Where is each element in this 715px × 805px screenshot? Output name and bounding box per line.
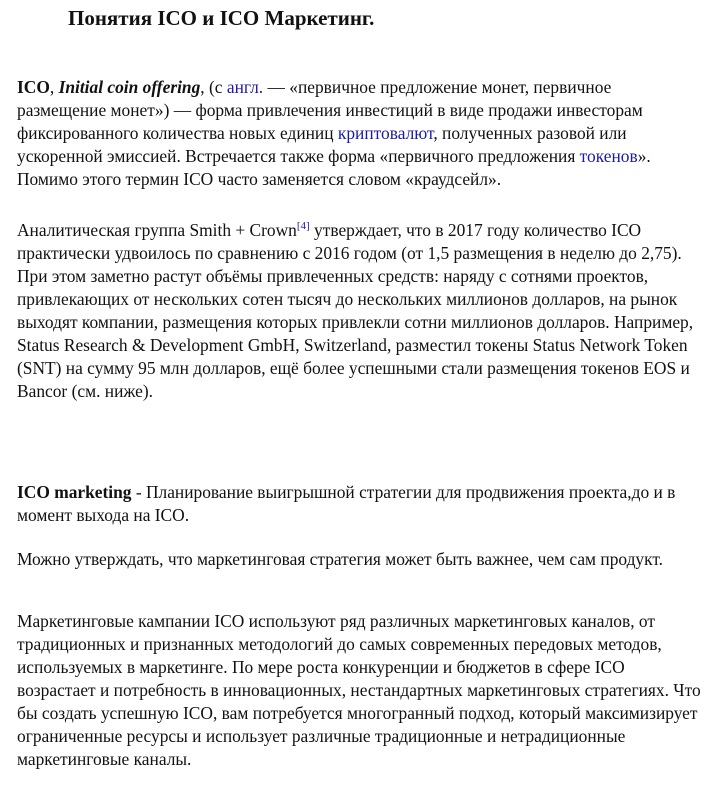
term-ico-marketing: ICO marketing	[17, 482, 132, 502]
paragraph-smith-crown	[17, 219, 702, 403]
link-cryptocurrency[interactable]: криптовалют	[337, 123, 434, 143]
text-fragment: утверждает, что в 2017 году количество ICO практически удвоилось по сравнению с 2016 годом (от 1,5 размещения в неделю до 2,75). При этом заметно растут объёмы привлеченных средств: наряду с сотнями проектов, привлекающих от нескольких сотен тысяч до нескольких миллионов долларов, на рынок выходят компании, размещения которых привлекли сотни миллионов долларов. Например, Status Research & Development GmbH, Switzerland, разместил токены Status Network Token (SNT) на сумму 95 млн долларов, ещё более успешными стали размещения токенов EOS и Bancor (см. ниже).	[17, 220, 694, 401]
link-tokens[interactable]: токенов	[579, 146, 638, 166]
paragraph-strategy: Можно утверждать, что маркетинговая стратегия может быть важнее, чем сам продукт.	[17, 549, 663, 569]
text-fragment: ». Помимо этого термин ICO часто заменяется словом «краудсейл».	[17, 146, 651, 189]
paragraph-campaigns: Маркетинговые кампании ICO используют ряд различных маркетинговых каналов, от традиционных и признанных методологий до самых современных передовых методов, используемых в маркетинге. По мере роста конкуренции и бюджетов в сфере ICO возрастает и потребность в инновационных, нестандартных маркетинговых стратегиях. Что бы создать успешную ICO, вам потребуется многогранный подход, который максимизирует ограниченные ресурсы и использует различные традиционные и нетрадиционные маркетинговые каналы.	[17, 611, 701, 769]
term-ico: ICO	[17, 77, 50, 97]
text-fragment: - Планирование выигрышной стратегии для продвижения проекта,до и в момент выхода на ICO.	[17, 482, 676, 525]
term-initial-coin-offering: Initial coin offering	[58, 77, 201, 97]
link-english[interactable]: англ.	[226, 77, 264, 97]
text-fragment: , полученных разовой или ускоренной эмиссией. Встречается также форма «первичного предложения	[17, 123, 627, 166]
text-fragment: Аналитическая группа Smith + Crown	[17, 220, 297, 240]
reference-link[interactable]	[297, 220, 310, 232]
reference-4-link[interactable]: [4]	[296, 220, 310, 233]
paragraph-ico-definition	[17, 76, 702, 191]
page-title: Понятия ICO и ICO Маркетинг.	[68, 6, 375, 30]
text-fragment: ,	[49, 77, 59, 97]
text-fragment: — «первичное предложение монет, первичное размещение монет») — форма привлечения инвестиций в виде продажи инвесторам фиксированного количества новых единиц	[17, 77, 643, 143]
paragraph-ico-marketing	[17, 481, 702, 527]
text-fragment: , (с	[200, 77, 227, 97]
